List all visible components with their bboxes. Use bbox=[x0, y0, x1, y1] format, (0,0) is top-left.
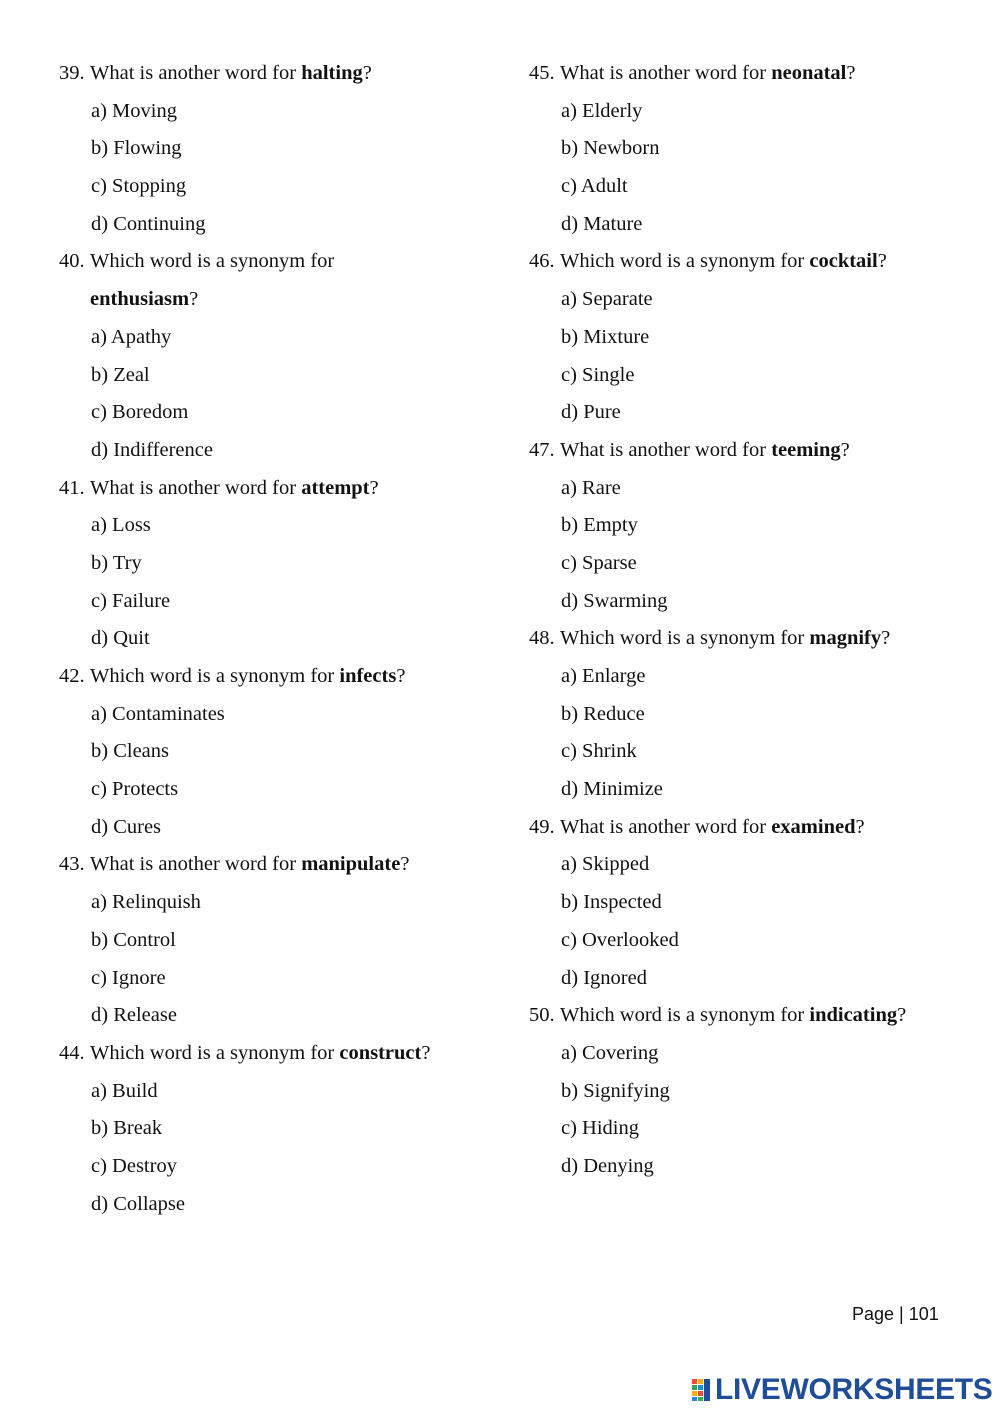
answer-option[interactable]: c) Overlooked bbox=[561, 928, 679, 951]
question-text bbox=[90, 477, 379, 499]
question-mark: ? bbox=[840, 438, 850, 461]
answer-option[interactable]: c) Sparse bbox=[561, 551, 637, 574]
question-block bbox=[529, 55, 969, 243]
question-text bbox=[90, 62, 372, 84]
question-mark: ? bbox=[846, 62, 856, 84]
question-block bbox=[529, 997, 969, 1185]
question-number: 42. bbox=[59, 665, 85, 687]
question-prompt: What is another word for bbox=[560, 815, 772, 838]
answer-option[interactable]: a) Elderly bbox=[561, 99, 643, 122]
answer-option[interactable]: c) Protects bbox=[91, 778, 179, 801]
key-word: manipulate bbox=[301, 853, 401, 876]
answer-option[interactable]: d) Denying bbox=[561, 1154, 654, 1177]
question-prompt: What is another word for bbox=[90, 476, 302, 499]
answer-option[interactable]: a) Moving bbox=[91, 99, 177, 122]
question-text bbox=[90, 1042, 430, 1064]
answer-option[interactable]: a) Apathy bbox=[91, 325, 172, 348]
question-line bbox=[529, 809, 969, 847]
question-block bbox=[529, 620, 969, 808]
answer-option[interactable]: d) Minimize bbox=[561, 778, 663, 801]
question-block bbox=[59, 243, 489, 469]
question-mark: ? bbox=[881, 627, 891, 650]
key-word: enthusiasm bbox=[90, 288, 190, 311]
key-word: infects bbox=[339, 665, 397, 687]
key-word: magnify bbox=[809, 627, 882, 650]
key-word: indicating bbox=[809, 1004, 898, 1027]
question-line-continued bbox=[59, 281, 489, 319]
answer-option[interactable]: d) Swarming bbox=[561, 589, 668, 612]
question-prompt: Which word is a synonym for bbox=[560, 250, 810, 273]
answer-option[interactable]: c) Hiding bbox=[561, 1117, 639, 1140]
answer-option[interactable]: b) Reduce bbox=[561, 702, 645, 725]
answer-option[interactable]: d) Cures bbox=[91, 815, 162, 838]
question-mark: ? bbox=[400, 853, 410, 876]
answer-option[interactable]: b) Try bbox=[91, 551, 142, 574]
question-mark: ? bbox=[897, 1004, 907, 1027]
answer-option[interactable]: b) Newborn bbox=[561, 137, 660, 160]
answer-option[interactable]: a) Enlarge bbox=[561, 665, 646, 687]
brand-wordmark: LIVEWORKSHEETS bbox=[715, 1373, 993, 1406]
answer-option[interactable]: d) Pure bbox=[561, 401, 621, 424]
answer-option[interactable]: a) Loss bbox=[91, 514, 151, 537]
left-column bbox=[59, 55, 489, 1223]
question-number: 49. bbox=[529, 815, 555, 838]
question-number: 39. bbox=[59, 62, 85, 84]
question-line bbox=[59, 55, 489, 93]
question-line bbox=[59, 243, 489, 281]
question-prompt: What is another word for bbox=[560, 62, 772, 84]
question-number: 40. bbox=[59, 250, 85, 273]
question-prompt: Which word is a synonym for bbox=[560, 627, 810, 650]
answer-option[interactable]: a) Rare bbox=[561, 476, 621, 499]
question-line bbox=[59, 470, 489, 508]
question-prompt: Which word is a synonym for bbox=[560, 1004, 810, 1027]
question-number: 47. bbox=[529, 438, 555, 461]
question-line bbox=[529, 620, 969, 658]
answer-option[interactable]: c) Destroy bbox=[91, 1154, 177, 1177]
question-text bbox=[560, 62, 856, 84]
question-text bbox=[560, 439, 850, 461]
answer-option[interactable]: c) Ignore bbox=[91, 966, 166, 989]
question-block bbox=[59, 1035, 489, 1223]
answer-option[interactable]: a) Relinquish bbox=[91, 891, 201, 914]
question-line bbox=[529, 243, 969, 281]
right-column bbox=[529, 55, 969, 1186]
answer-option[interactable]: c) Stopping bbox=[91, 175, 187, 198]
question-text bbox=[90, 665, 405, 687]
answer-option[interactable]: c) Single bbox=[561, 363, 635, 386]
answer-option[interactable]: b) Cleans bbox=[91, 740, 169, 763]
question-mark: ? bbox=[877, 250, 887, 273]
answer-option[interactable]: d) Collapse bbox=[91, 1192, 185, 1215]
question-text bbox=[560, 627, 890, 649]
question-line bbox=[529, 997, 969, 1035]
answer-option[interactable]: d) Release bbox=[91, 1004, 177, 1027]
question-prompt: What is another word for bbox=[90, 853, 302, 876]
question-number: 41. bbox=[59, 476, 85, 499]
answer-option[interactable]: d) Ignored bbox=[561, 966, 647, 989]
answer-option[interactable]: c) Failure bbox=[91, 589, 171, 612]
question-text bbox=[90, 853, 409, 875]
question-text bbox=[560, 250, 887, 272]
question-text bbox=[90, 250, 334, 272]
question-line bbox=[529, 432, 969, 470]
answer-option[interactable]: c) Adult bbox=[561, 175, 628, 198]
answer-option[interactable]: a) Skipped bbox=[561, 853, 650, 876]
key-word: cocktail bbox=[809, 250, 878, 273]
question-line bbox=[59, 846, 489, 884]
question-block bbox=[529, 432, 969, 620]
key-word: examined bbox=[771, 815, 856, 838]
answer-option[interactable]: b) Mixture bbox=[561, 325, 650, 348]
question-number: 48. bbox=[529, 627, 555, 650]
question-number: 45. bbox=[529, 62, 555, 84]
question-mark: ? bbox=[421, 1041, 431, 1064]
answer-option[interactable]: c) Shrink bbox=[561, 740, 637, 763]
question-line bbox=[59, 1035, 489, 1073]
question-block bbox=[59, 470, 489, 658]
answer-option[interactable]: d) Quit bbox=[91, 627, 150, 650]
key-word: neonatal bbox=[771, 62, 847, 84]
answer-option[interactable]: b) Zeal bbox=[91, 363, 150, 386]
key-word: attempt bbox=[301, 476, 370, 499]
answer-option[interactable]: d) Mature bbox=[561, 212, 643, 235]
answer-option[interactable]: a) Separate bbox=[561, 288, 653, 311]
question-line bbox=[529, 55, 969, 93]
question-prompt: What is another word for bbox=[90, 62, 302, 84]
question-mark: ? bbox=[189, 288, 199, 311]
question-block bbox=[529, 243, 969, 431]
question-text bbox=[560, 1004, 906, 1026]
question-text bbox=[560, 816, 865, 838]
question-mark: ? bbox=[396, 665, 406, 687]
question-number: 43. bbox=[59, 853, 85, 876]
question-number: 50. bbox=[529, 1004, 555, 1027]
answer-option[interactable]: b) Signifying bbox=[561, 1079, 670, 1102]
question-prompt: Which word is a synonym for bbox=[90, 250, 335, 273]
question-mark: ? bbox=[362, 62, 372, 84]
answer-option[interactable]: d) Indifference bbox=[91, 438, 213, 461]
answer-option[interactable]: a) Contaminates bbox=[91, 702, 225, 725]
question-block bbox=[59, 658, 489, 846]
question-prompt: Which word is a synonym for bbox=[90, 665, 340, 687]
answer-option[interactable]: b) Break bbox=[91, 1117, 163, 1140]
question-prompt: Which word is a synonym for bbox=[90, 1041, 340, 1064]
question-block bbox=[59, 846, 489, 1034]
page-number: Page | 101 bbox=[852, 1304, 939, 1324]
question-prompt: What is another word for bbox=[560, 438, 772, 461]
question-number: 46. bbox=[529, 250, 555, 273]
question-block bbox=[529, 809, 969, 997]
key-word: teeming bbox=[771, 438, 841, 461]
answer-option[interactable]: b) Empty bbox=[561, 514, 638, 537]
key-word: construct bbox=[339, 1041, 422, 1064]
answer-option[interactable]: a) Covering bbox=[561, 1041, 659, 1064]
answer-option[interactable]: b) Control bbox=[91, 928, 176, 951]
question-block bbox=[59, 55, 489, 243]
answer-option[interactable]: d) Continuing bbox=[91, 212, 206, 235]
answer-option[interactable]: c) Boredom bbox=[91, 401, 189, 424]
question-mark: ? bbox=[369, 476, 379, 499]
question-number: 44. bbox=[59, 1041, 85, 1064]
answer-option[interactable]: b) Inspected bbox=[561, 891, 662, 914]
key-word: halting bbox=[301, 62, 363, 84]
liveworksheets-brand[interactable] bbox=[692, 1373, 993, 1407]
question-line bbox=[59, 658, 489, 696]
answer-option[interactable]: a) Build bbox=[91, 1079, 158, 1102]
question-mark: ? bbox=[855, 815, 865, 838]
answer-option[interactable]: b) Flowing bbox=[91, 137, 182, 160]
liveworksheets-logo-icon bbox=[692, 1378, 712, 1402]
